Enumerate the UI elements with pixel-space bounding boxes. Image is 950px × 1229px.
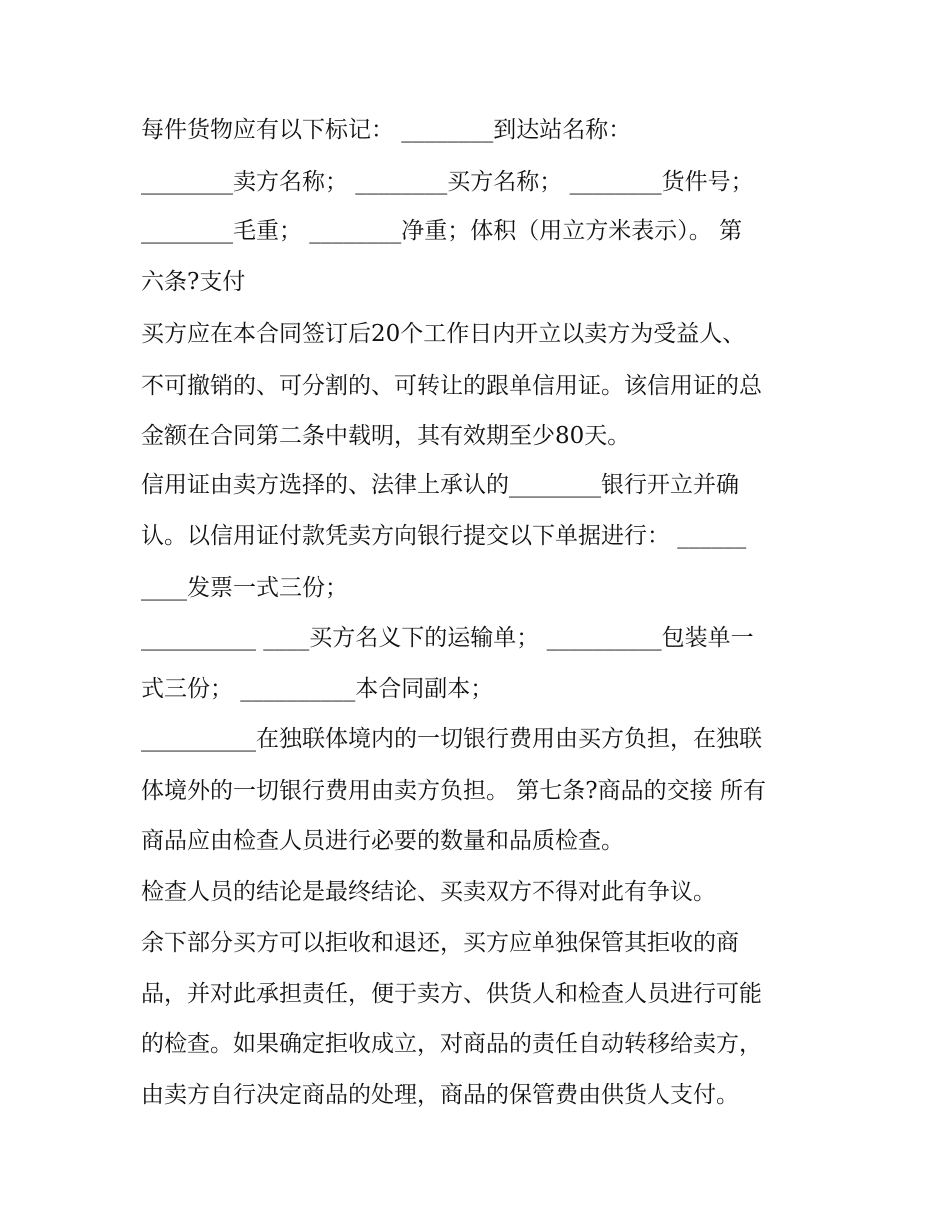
text-line: 认。以信用证付款凭卖方向银行提交以下单据进行： ______ xyxy=(141,523,747,549)
text-line: 的检查。如果确定拒收成立，对商品的责任自动转移给卖方， xyxy=(141,1031,762,1057)
text-line: 每件货物应有以下标记： ________到达站名称： xyxy=(141,117,632,143)
text-line: 品，并对此承担责任，便于卖方、供货人和检查人员进行可能 xyxy=(141,981,762,1007)
text-line: 体境外的一切银行费用由卖方负担。 第七条?商品的交接 所有 xyxy=(141,778,766,804)
text-line: 余下部分买方可以拒收和退还，买方应单独保管其拒收的商 xyxy=(141,930,739,956)
text-line: ________毛重； ________净重；体积（用立方米表示）。 第 xyxy=(141,218,743,244)
text-line: ____发票一式三份； xyxy=(141,575,348,601)
text-line: 买方应在本合同签订后20个工作日内开立以卖方为受益人、 xyxy=(141,321,746,347)
text-line: 信用证由卖方选择的、法律上承认的________银行开立并确 xyxy=(141,472,739,498)
text-line: ________卖方名称； ________买方名称； ________货件号； xyxy=(141,169,754,195)
text-line: 式三份； __________本合同副本； xyxy=(141,676,494,702)
text-line: __________ ____买方名义下的运输单； __________包装单一 xyxy=(141,625,754,651)
text-line: __________在独联体境内的一切银行费用由买方负担，在独联 xyxy=(141,726,762,752)
text-line: 由卖方自行决定商品的处理，商品的保管费由供货人支付。 xyxy=(141,1082,739,1108)
text-line: 六条?支付 xyxy=(141,269,246,295)
text-line: 不可撤销的、可分割的、可转让的跟单信用证。该信用证的总 xyxy=(141,373,762,399)
text-line: 检查人员的结论是最终结论、买卖双方不得对此有争议。 xyxy=(141,879,716,905)
text-line: 金额在合同第二条中载明，其有效期至少80天。 xyxy=(141,423,631,449)
text-line: 商品应由检查人员进行必要的数量和品质检查。 xyxy=(141,828,624,854)
